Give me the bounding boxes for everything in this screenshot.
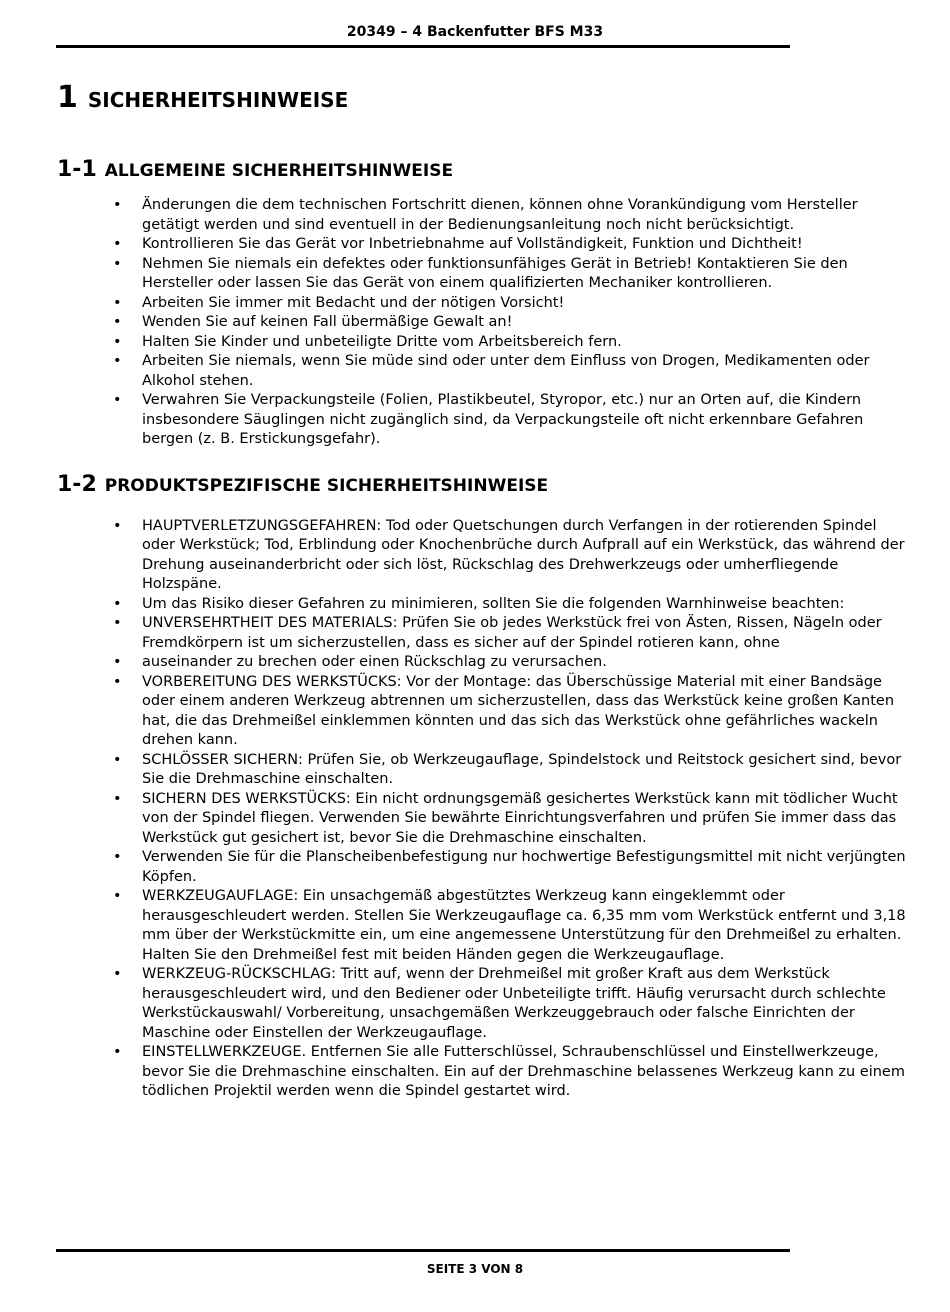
header-divider (56, 45, 790, 48)
bullet-icon: • (113, 751, 122, 768)
list-item (57, 790, 907, 849)
list-item (57, 235, 907, 255)
list-item (57, 614, 907, 653)
bullet-icon: • (113, 654, 122, 670)
list-item-text: VORBEREITUNG DES WERKSTÜCKS: Vor der Montage: das Überschüssige Material mit einer Bandsäge oder einem anderen Werkzeug abtrennen um sicherzustellen, dass das Werkstück keine großen Kanten hat, die das Drehmeißel einklemmen könnten und das sich das Werkstück ohne gefährliches wackeln drehen kann. (142, 673, 895, 748)
list-item-text: Kontrollieren Sie das Gerät vor Inbetriebnahme auf Vollständigkeit, Funktion und Dichtheit! (142, 236, 803, 252)
list-item-text: SICHERN DES WERKSTÜCKS: Ein nicht ordnungsgemäß gesichertes Werkstück kann mit tödlicher Wucht von der Spindel fliegen. Verwenden Sie bewährte Einrichtungsverfahren und prüfen Sie immer dass das Werkstück gut gesichert ist, bevor Sie die Drehmaschine einschalten. (142, 790, 898, 846)
list-item-text: Arbeiten Sie immer mit Bedacht und der nötigen Vorsicht! (142, 294, 565, 311)
page-number: SEITE 3 VON 8 (426, 1262, 524, 1276)
list-item-text: HAUPTVERLETZUNGSGEFAHREN: Tod oder Quetschungen durch Verfangen in der rotierenden Spindel oder Werkstück; Tod, Erblindung oder Knochenbrüche durch Aufprall auf ein Werkstück, das während der Drehung auseinanderbricht oder sich löst, Rückschlag des Drehwerkzeugs oder umherfliegende Holzspäne. (142, 517, 905, 592)
list-item-text: Arbeiten Sie niemals, wenn Sie müde sind oder unter dem Einfluss von Drogen, Medikamenten oder Alkohol stehen. (142, 353, 870, 389)
product-safety-list (57, 517, 907, 1102)
list-item-text: Um das Risiko dieser Gefahren zu minimieren, sollten Sie die folgenden Warnhinweise beachten: (142, 595, 845, 612)
list-item-text: Verwahren Sie Verpackungsteile (Folien, Plastikbeutel, Styropor, etc.) nur an Orten auf, die Kindern insbesondere Säuglingen nicht zugänglich sind, da Verpackungsteile oft nicht erkennbare Gefahren bergen (z. B. Erstickungsgefahr). (142, 392, 864, 447)
section-number: 1 (57, 80, 78, 115)
section-heading-1 (57, 80, 907, 115)
subsection-number: 1-1 (57, 157, 97, 182)
list-item (57, 333, 907, 353)
bullet-icon: • (113, 392, 122, 408)
bullet-icon: • (113, 517, 122, 534)
subsection-title: ALLGEMEINE SICHERHEITSHINWEISE (104, 161, 454, 181)
list-item-text: auseinander zu brechen oder einen Rückschlag zu verursachen. (142, 654, 607, 670)
document-header-title: 20349 – 4 Backenfutter BFS M33 (346, 24, 604, 40)
bullet-icon: • (113, 595, 122, 612)
bullet-icon: • (113, 314, 122, 330)
list-item (57, 848, 907, 887)
subsection-heading-1-1 (57, 157, 907, 182)
list-item (57, 653, 907, 673)
subsection-heading-1-2 (57, 472, 907, 497)
subsection-number: 1-2 (57, 471, 97, 497)
list-item (57, 294, 907, 314)
list-item (57, 196, 907, 235)
list-item-text: Halten Sie Kinder und unbeteiligte Dritte vom Arbeitsbereich fern. (142, 333, 622, 350)
general-safety-list (57, 196, 907, 450)
bullet-icon: • (113, 353, 122, 369)
bullet-icon: • (113, 1044, 122, 1060)
list-item-text: Änderungen die dem technischen Fortschritt dienen, können ohne Vorankündigung vom Hersteller getätigt werden und sind eventuell in der Bedienungsanleitung noch nicht berücksichtigt. (142, 197, 858, 233)
list-item (57, 751, 907, 790)
bullet-icon: • (113, 790, 122, 807)
list-item (57, 965, 907, 1043)
list-item-text: EINSTELLWERKZEUGE. Entfernen Sie alle Futterschlüssel, Schraubenschlüssel und Einstellwerkzeuge, bevor Sie die Drehmaschine einschalten. Ein auf der Drehmaschine belassenes Werkzeug kann zu einem tödlichen Projektil werden wenn die Spindel gestartet wird. (142, 1044, 905, 1099)
list-item (57, 255, 907, 294)
list-item-text: SCHLÖSSER SICHERN: Prüfen Sie, ob Werkzeugauflage, Spindelstock und Reitstock gesichert sind, bevor Sie die Drehmaschine einschalten. (142, 751, 902, 787)
page-content (57, 80, 907, 1102)
bullet-icon: • (113, 966, 122, 982)
list-item-text: WERKZEUG-RÜCKSCHLAG: Tritt auf, wenn der Drehmeißel mit großer Kraft aus dem Werkstück herausgeschleudert wird, und den Bediener oder Unbeteiligte trifft. Häufig verursacht durch schlechte Werkstückauswahl/ Vorbereitung, unsachgemäßen Werkzeuggebrauch oder falsche Einrichten der Maschine oder Einstellen der Werkzeugauflage. (142, 966, 886, 1041)
list-item-text: Verwenden Sie für die Planscheibenbefestigung nur hochwertige Befestigungsmittel mit nicht verjüngten Köpfen. (142, 849, 906, 885)
list-item (57, 313, 907, 333)
bullet-icon: • (113, 294, 122, 311)
list-item (57, 1043, 907, 1102)
bullet-icon: • (113, 255, 122, 272)
bullet-icon: • (113, 888, 122, 904)
bullet-icon: • (113, 849, 122, 865)
list-item-text: WERKZEUGAUFLAGE: Ein unsachgemäß abgestütztes Werkzeug kann eingeklemmt oder herausgeschleudert werden. Stellen Sie Werkzeugauflage ca. 6,35 mm vom Werkstück entfernt und 3,18 mm über der Werkstückmitte ein, um eine angemessene Unterstützung für den Drehmeißel zu erhalten. Halten Sie den Drehmeißel fest mit beiden Händen gegen die Werkzeugauflage. (142, 888, 906, 963)
bullet-icon: • (113, 673, 122, 690)
subsection-title: PRODUKTSPEZIFISCHE SICHERHEITSHINWEISE (104, 475, 549, 496)
footer-divider (56, 1249, 790, 1252)
list-item-text: UNVERSEHRTHEIT DES MATERIALS: Prüfen Sie ob jedes Werkstück frei von Ästen, Rissen, Nägeln oder Fremdkörpern ist um sicherzustellen, dass es sicher auf der Spindel rotieren kann, ohne (142, 615, 882, 651)
bullet-icon: • (113, 197, 122, 213)
list-item-text: Wenden Sie auf keinen Fall übermäßige Gewalt an! (142, 314, 513, 330)
list-item (57, 887, 907, 965)
list-item (57, 673, 907, 751)
bullet-icon: • (113, 615, 122, 631)
list-item (57, 391, 907, 450)
section-title: SICHERHEITSHINWEISE (87, 88, 349, 112)
list-item (57, 517, 907, 595)
list-item-text: Nehmen Sie niemals ein defektes oder funktionsunfähiges Gerät in Betrieb! Kontaktieren Sie den Hersteller oder lassen Sie das Gerät von einem qualifizierten Mechaniker kontrollieren. (142, 255, 848, 291)
bullet-icon: • (113, 333, 122, 350)
list-item (57, 352, 907, 391)
list-item (57, 595, 907, 615)
bullet-icon: • (113, 236, 122, 252)
